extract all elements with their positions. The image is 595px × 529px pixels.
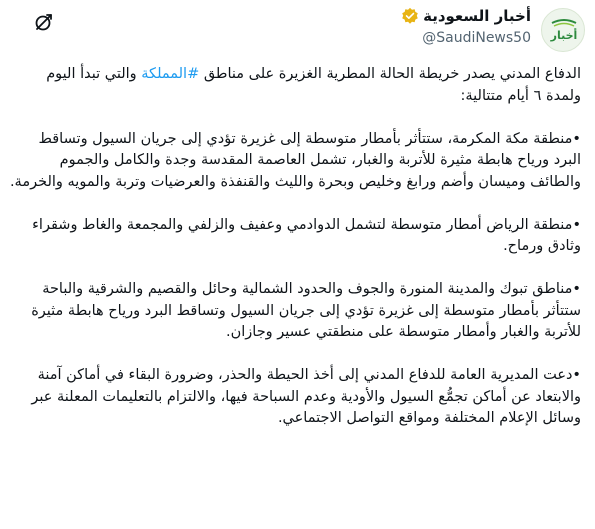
intro-text-end: والتي تبدأ اليوم ولمدة ٦ أيام متتالية: [46,66,581,104]
handle[interactable]: @SaudiNews50 [422,30,531,46]
grok-button[interactable] [30,8,58,36]
avatar[interactable] [541,8,585,52]
display-name-row[interactable] [401,6,531,26]
grok-icon [34,12,54,32]
avatar-logo-icon [542,9,585,52]
tweet-paragraph-intro [9,64,581,107]
tweet-paragraph-warning: •دعت المديرية العامة للدفاع المدني إلى أخذ الحيطة والحذر، وضرورة البقاء في أماكن آمنة والابتعاد عن أماكن تجمُّع السيول والأودية وعدم السباحة فيها، والالتزام بالتعليمات المعلنة عبر وسائل الإعلام المختلفة ومواقع التواصل الاجتماعي. [31,367,581,426]
intro-text-start: الدفاع المدني يصدر خريطة الحالة المطرية الغزيرة على مناطق [199,66,581,82]
tweet-paragraph-regions: •مناطق تبوك والمدينة المنورة والجوف والحدود الشمالية وحائل والقصيم والشرقية والباحة ستتأثر بأمطار متوسطة إلى غزيرة تؤدي إلى جريان السيول وتساقط البرد ورياح هابطة مثيرة للأتربة والغبار وأمطار متوسطة على منطقتي عسير وجازان. [31,281,581,340]
name-block [401,6,531,48]
verified-badge-icon [401,7,419,25]
tweet-paragraph-makkah: •منطقة مكة المكرمة، ستتأثر بأمطار متوسطة إلى غزيرة تؤدي إلى جريان السيول وتساقط البرد ورياح هابطة مثيرة للأتربة والغبار، تشمل العاصمة المقدسة وجدة والكامل والجموم والطائف وميسان وأضم ورابغ وخليص وبحرة والليث والقنفذة والعرضيات وتربة والمويه والخرمة. [9,130,581,190]
hashtag-link[interactable]: #المملكة [141,66,200,82]
tweet-text [9,64,581,430]
tweet-header [0,0,595,60]
tweet-paragraph-riyadh: •منطقة الرياض أمطار متوسطة لتشمل الدوادمي وعفيف والزلفي والمجمعة والغاط وشقراء وثادق ورماح. [32,216,581,254]
avatar-text: أخبار [550,29,578,42]
display-name[interactable]: أخبار السعودية [423,7,531,25]
